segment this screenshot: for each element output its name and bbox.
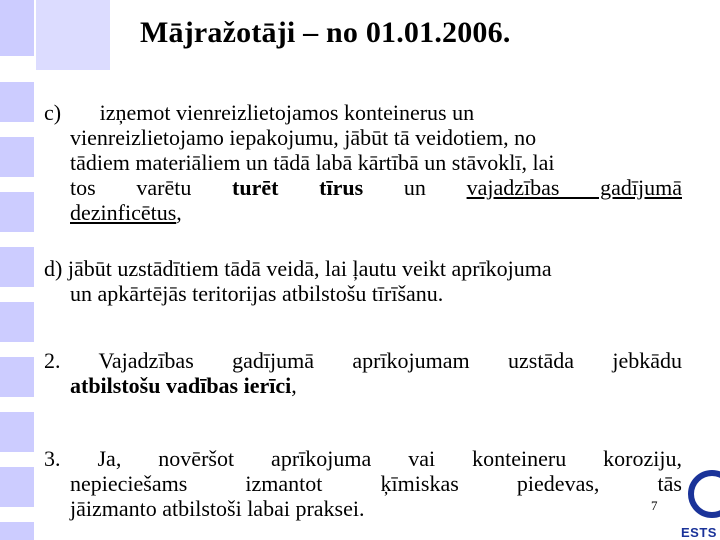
page-number: 7 [651, 498, 658, 513]
paragraph-3-line: jāizmanto atbilstoši labai praksei. [70, 496, 365, 521]
paragraph-d [44, 256, 682, 306]
decorative-sidebar [0, 0, 36, 540]
logo-text: ESTS [681, 525, 717, 540]
text: , [291, 373, 297, 398]
sidebar-square [0, 467, 34, 507]
paragraph-c-line-4 [44, 175, 682, 200]
bold-text: atbilstošu vadības ierīci [70, 373, 292, 398]
paragraph-c-line: vienreizlietojamo iepakojumu, jābūt tā veidotiem, no [70, 125, 537, 150]
text: , [176, 200, 182, 225]
sidebar-square [0, 412, 34, 452]
paragraph-d-line: d) jābūt uzstādītiem tādā veidā, lai ļautu veikt aprīkojuma [44, 256, 552, 281]
sidebar-square [0, 192, 34, 232]
sidebar-square [0, 302, 34, 342]
slide-title: Mājražotāji – no 01.01.2006. [140, 16, 511, 49]
decorative-header-band [0, 0, 110, 72]
paragraph-c-line-5 [44, 200, 682, 225]
underlined-text: dezinficētus [70, 200, 177, 225]
sidebar-square [0, 357, 34, 397]
paragraph-2 [44, 348, 682, 398]
paragraph-3 [44, 446, 682, 521]
paragraph-c-line: c) izņemot vienreizlietojamos konteinerus un [44, 100, 475, 125]
text: tos varētu [70, 175, 233, 200]
paragraph-c-line: tādiem materiāliem un tādā labā kārtībā un stāvoklī, lai [70, 150, 555, 175]
paragraph-3-line: nepieciešams izmantot ķīmiskas piedevas, tās [70, 471, 682, 496]
bold-text: turēt tīrus [232, 175, 364, 200]
sidebar-square [0, 522, 34, 540]
text: un [363, 175, 467, 200]
sidebar-square [0, 247, 34, 287]
underlined-text: vajadzības gadījumā [466, 175, 682, 200]
paragraph-2-line: 2. Vajadzības gadījumā aprīkojumam uzstāda jebkādu [44, 348, 682, 373]
paragraph-2-line-2 [44, 373, 682, 398]
paragraph-c [44, 100, 682, 225]
paragraph-d-line: un apkārtējās teritorijas atbilstošu tīrīšanu. [70, 281, 444, 306]
paragraph-3-line: 3. Ja, novēršot aprīkojuma vai konteineru koroziju, [44, 446, 682, 471]
sidebar-square [0, 137, 34, 177]
sidebar-square [0, 82, 34, 122]
